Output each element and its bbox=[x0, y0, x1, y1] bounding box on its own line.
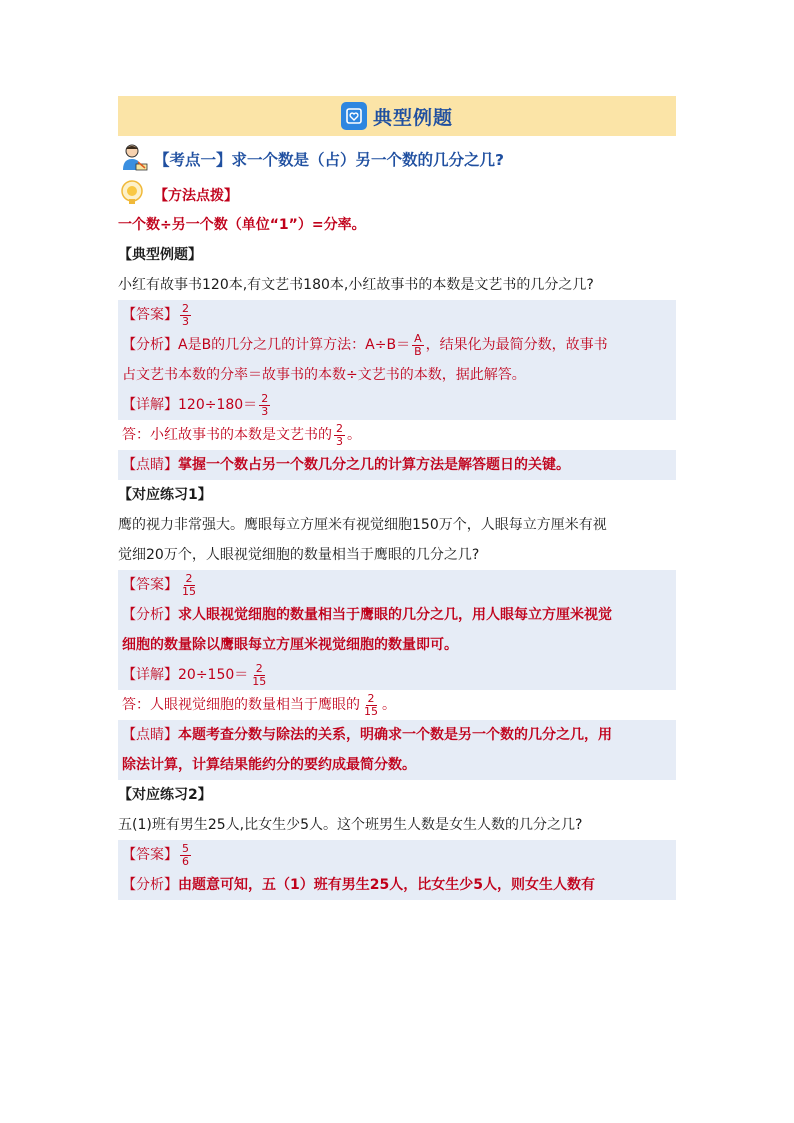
practice1-analysis-line2: 细胞的数量除以鹰眼每立方厘米视觉细胞的数量即可。 bbox=[122, 637, 458, 653]
example-question: 小红有故事书120本,有文艺书180本,小红故事书的本数是文艺书的几分之几? bbox=[118, 277, 594, 293]
example-answer bbox=[118, 300, 676, 330]
practice1-detail: 【详解】20÷150＝ $\frac{2}{15}$ bbox=[122, 661, 267, 688]
practice1-point-line2: 除法计算，计算结果能约分的要约成最简分数。 bbox=[122, 757, 416, 773]
example-reply: 答：小红故事书的本数是文艺书的 $\frac{2}{3}$ 。 bbox=[122, 421, 361, 448]
analysis-label: 【分析】 bbox=[122, 607, 178, 623]
document-content bbox=[118, 96, 676, 900]
practice1-point: 【点睛】本题考查分数与除法的关系，明确求一个数是另一个数的几分之几，用 bbox=[122, 727, 612, 743]
banner-title: 典型例题 bbox=[372, 106, 453, 129]
student-writing-icon bbox=[118, 142, 148, 176]
practice2-question: 五(1)班有男生25人,比女生少5人。这个班男生人数是女生人数的几分之几? bbox=[118, 817, 583, 833]
practice1-heading: 【对应练习1】 bbox=[118, 487, 212, 503]
example-solution-block bbox=[118, 300, 676, 420]
method-text: 一个数÷另一个数（单位“1”）=分率。 bbox=[118, 217, 366, 233]
analysis-label: 【分析】 bbox=[122, 337, 178, 353]
practice1-analysis: 【分析】求人眼视觉细胞的数量相当于鹰眼的几分之几，用人眼每立方厘米视觉 bbox=[122, 607, 612, 623]
practice1-point-block bbox=[118, 720, 676, 780]
answer-label: 【答案】 bbox=[122, 307, 178, 323]
analysis-fraction: $\frac{A}{B}$ bbox=[414, 331, 422, 358]
detail-fraction: $\frac{2}{15}$ bbox=[252, 661, 267, 688]
point-label: 【点睛】 bbox=[122, 457, 178, 473]
practice1-solution-block bbox=[118, 570, 676, 690]
section-banner bbox=[118, 96, 676, 136]
practice1-reply: 答：人眼视觉细胞的数量相当于鹰眼的 $\frac{2}{15}$ 。 bbox=[122, 691, 396, 718]
reply-fraction: $\frac{2}{15}$ bbox=[364, 691, 378, 718]
kaodian-title: 【考点一】求一个数是（占）另一个数的几分之几? bbox=[154, 151, 504, 169]
example-detail: 【详解】120÷180＝ $\frac{2}{3}$ bbox=[122, 391, 269, 418]
practice2-heading: 【对应练习2】 bbox=[118, 787, 212, 803]
example-heading: 【典型例题】 bbox=[118, 247, 202, 263]
example-analysis: 【分析】A是B的几分之几的计算方法：A÷B＝ $\frac{A}{B}$ ，结果化为最简分数，故事书 bbox=[122, 331, 608, 358]
practice2-analysis: 【分析】由题意可知，五（1）班有男生25人，比女生少5人，则女生人数有 bbox=[122, 877, 595, 893]
example-analysis-line2: 占文艺书本数的分率＝故事书的本数÷文艺书的本数，据此解答。 bbox=[122, 367, 526, 383]
detail-label: 【详解】 bbox=[122, 667, 178, 683]
example-point: 【点睛】掌握一个数占另一个数几分之几的计算方法是解答题日的关键。 bbox=[122, 457, 570, 473]
method-heading bbox=[118, 180, 676, 210]
answer-fraction: $\frac{2}{15}$ bbox=[182, 571, 196, 598]
detail-fraction: $\frac{2}{3}$ bbox=[261, 391, 269, 418]
answer-fraction: $\frac{2}{3}$ bbox=[182, 301, 189, 328]
point-label: 【点睛】 bbox=[122, 727, 178, 743]
reply-fraction: $\frac{2}{3}$ bbox=[336, 421, 343, 448]
answer-label: 【答案】 bbox=[122, 847, 178, 863]
kaodian-heading bbox=[118, 142, 676, 176]
lightbulb-icon bbox=[118, 179, 146, 211]
practice1-question-line2: 觉细20万个，人眼视觉细胞的数量相当于鹰眼的几分之几? bbox=[118, 547, 480, 563]
book-heart-icon bbox=[341, 102, 367, 130]
detail-label: 【详解】 bbox=[122, 397, 178, 413]
answer-label: 【答案】 bbox=[122, 577, 178, 593]
practice2-answer bbox=[118, 840, 676, 870]
example-point-block bbox=[118, 450, 676, 480]
method-label: 【方法点拨】 bbox=[154, 188, 238, 204]
practice2-solution-block bbox=[118, 840, 676, 900]
analysis-label: 【分析】 bbox=[122, 877, 178, 893]
answer-fraction: $\frac{5}{6}$ bbox=[182, 841, 189, 868]
practice1-question-line1: 鹰的视力非常强大。鹰眼每立方厘米有视觉细胞150万个，人眼每立方厘米有视 bbox=[118, 517, 607, 533]
practice1-answer bbox=[118, 570, 676, 600]
